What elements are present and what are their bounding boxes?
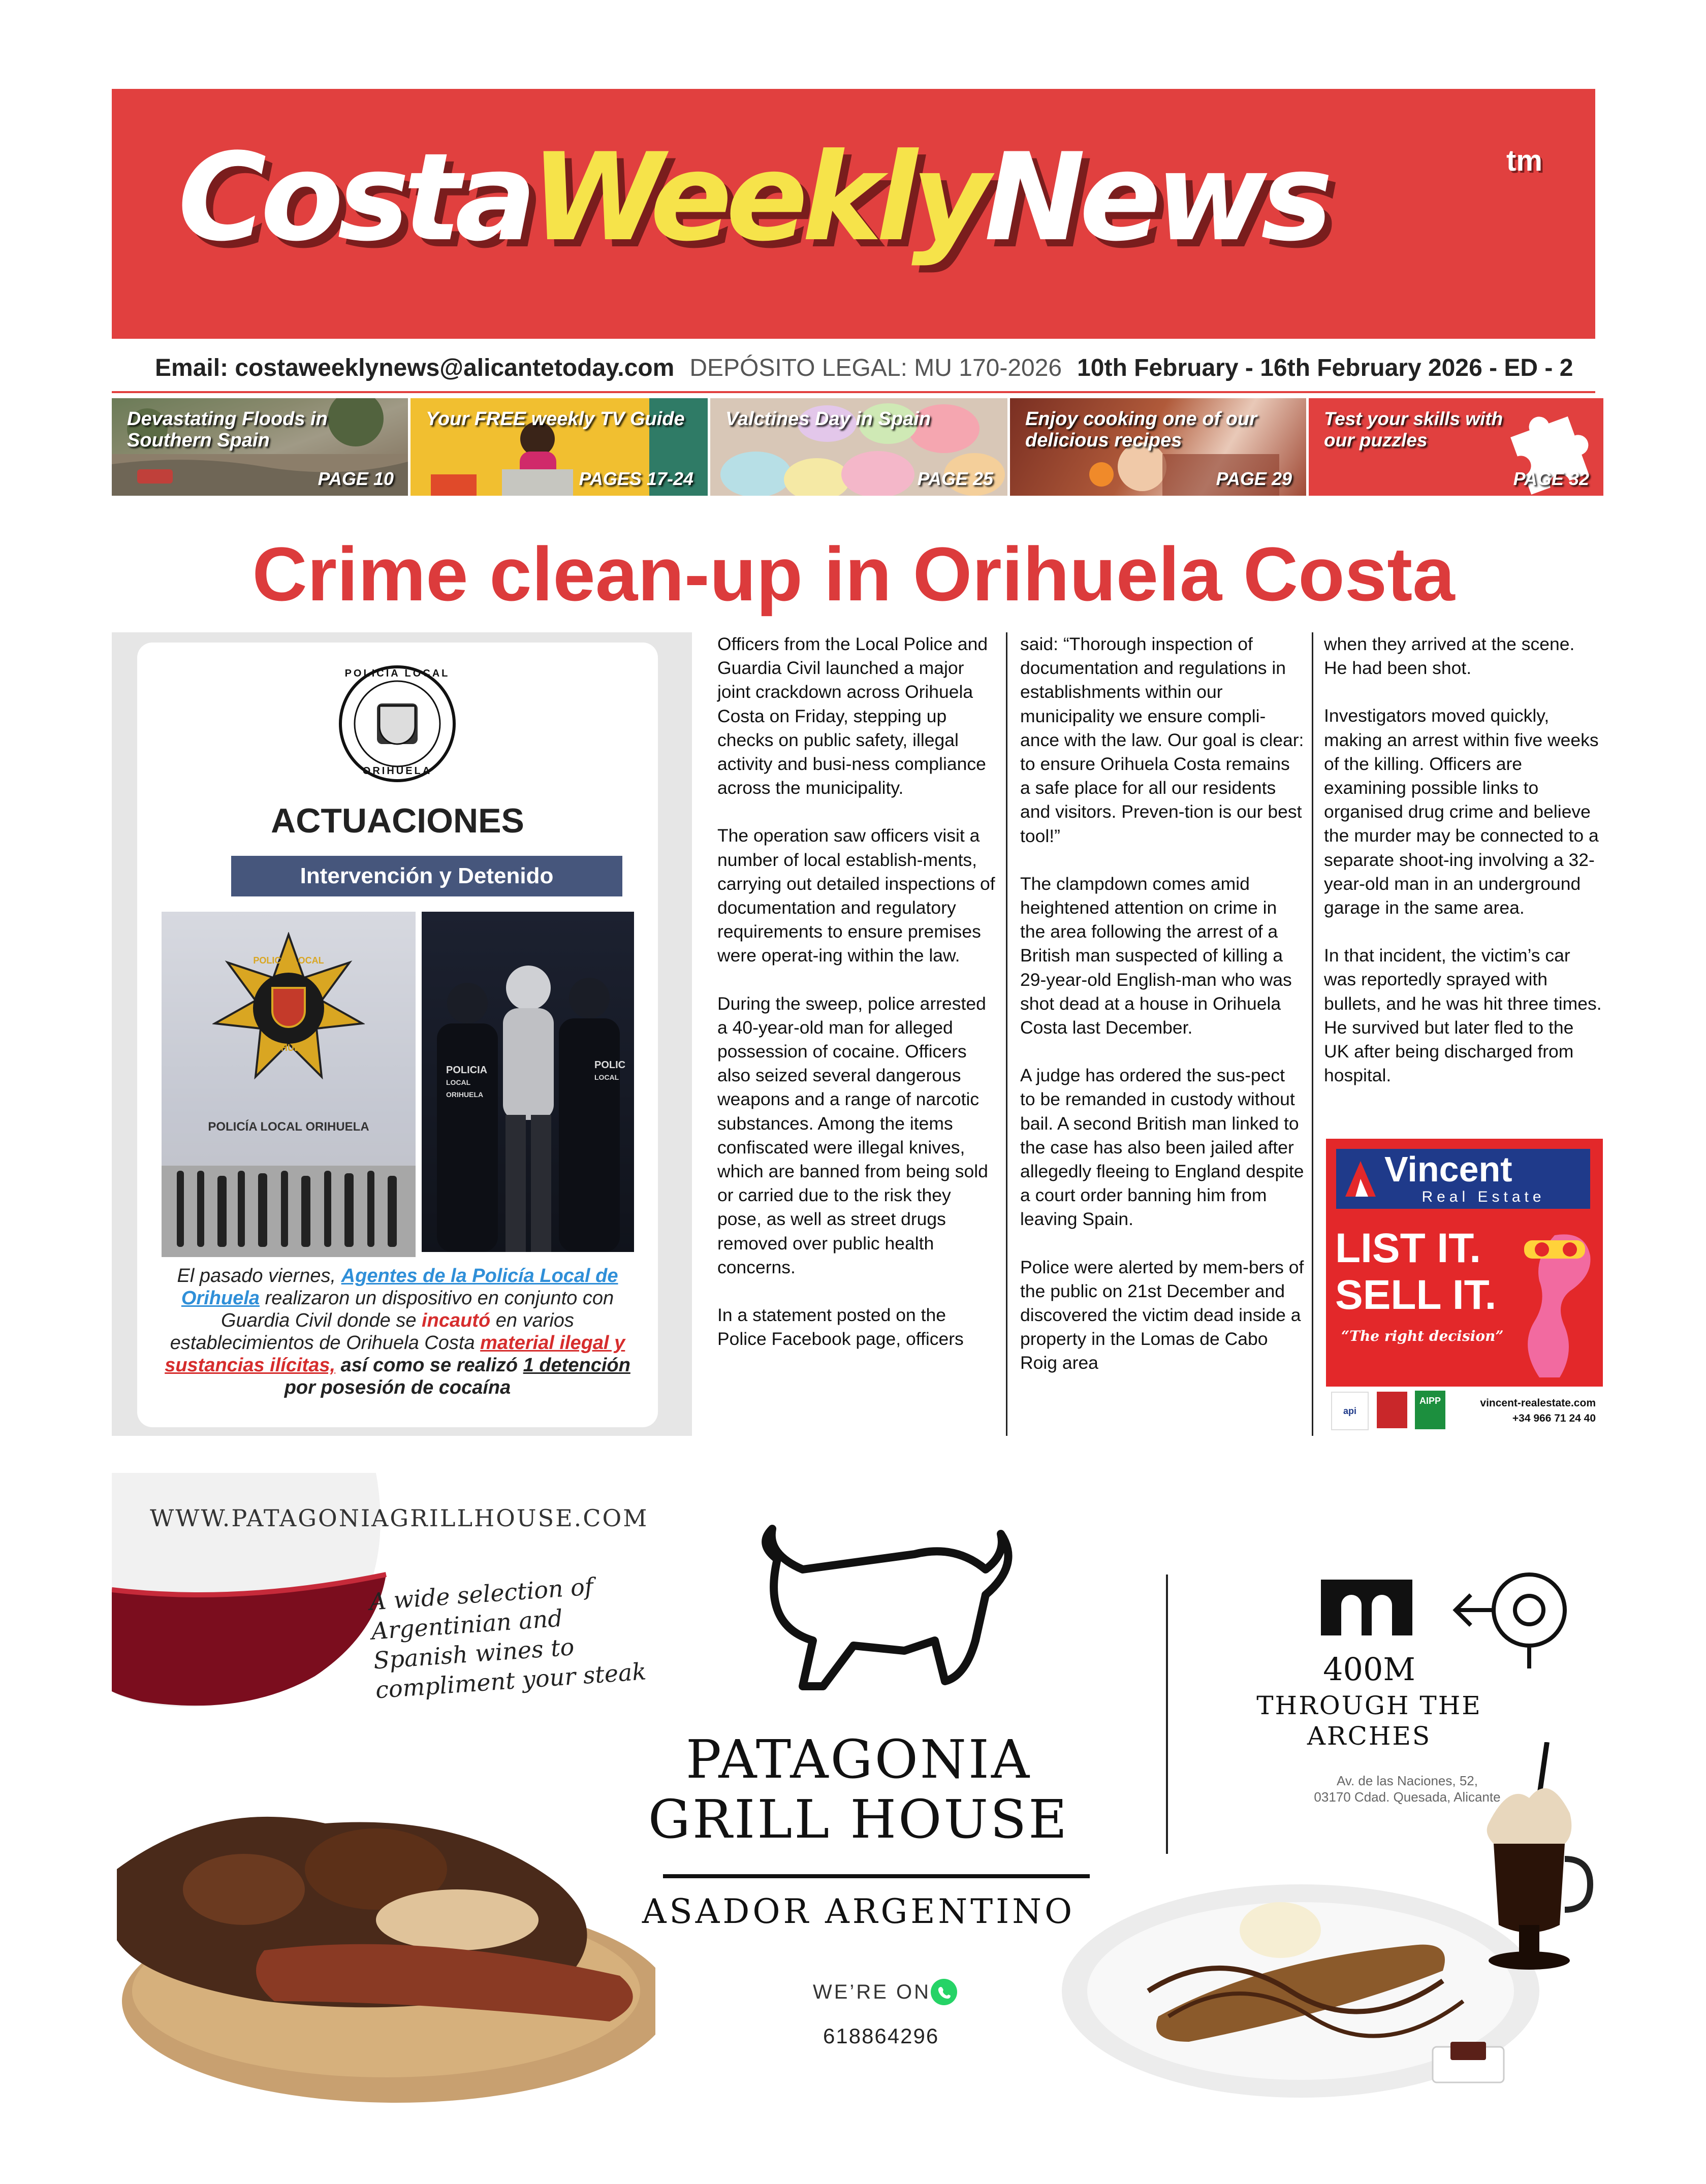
vest-label-2 [594,1059,625,1083]
logo-trademark: tm [1506,144,1542,177]
contact-email[interactable]: Email: costaweeklynews@alicantetoday.com [155,355,675,381]
vincent-real-estate-ad[interactable] [1326,1139,1603,1436]
wine-text: A wide selection of Argentinian and Spanish wines to compliment your steak [368,1572,647,1704]
vest-text: POLIC [594,1059,626,1071]
teaser-page: PAGE 25 [917,468,993,489]
teaser-title: Devastating Floods in Southern Spain [127,408,328,451]
vincent-brand: Vincent [1384,1149,1512,1189]
vincent-line-2: SELL IT. [1335,1272,1497,1318]
vincent-footer [1326,1387,1603,1436]
masthead-rule [112,391,1595,393]
vincent-line-1: LIST IT. [1335,1225,1481,1271]
vincent-contact [1480,1396,1596,1426]
vest-text: LOCAL [446,1078,471,1086]
partner-logo [1377,1392,1407,1428]
caption-highlight: incautó [422,1310,491,1331]
badge2-bottom: ORIHUELA [265,1043,312,1053]
teaser-valentines[interactable] [710,398,1007,496]
vest-text: LOCAL [594,1073,619,1081]
teaser-page: PAGE 10 [318,468,394,489]
address-line-1: Av. de las Naciones, 52, [1337,1773,1478,1788]
teaser-title: Test your skills with our puzzles [1324,408,1503,451]
article-column-1 [717,632,996,1375]
article-headline: Crime clean-up in Orihuela Costa [252,531,1455,617]
irish-coffee-icon [1463,1742,1595,2006]
grill-website[interactable]: WWW.PATAGONIAGRILLHOUSE.COM [150,1504,649,1532]
teaser-page: PAGE 32 [1513,468,1589,489]
flamingo-icon [1494,1220,1603,1383]
police-photo [112,632,692,1436]
teaser-title: Enjoy cooking one of our delicious recipes [1025,408,1257,451]
legal-deposit: DEPÓSITO LEGAL: MU 170-2026 [689,355,1062,381]
article-paragraph: In a statement posted on the Police Facebook page, officers [717,1305,964,1350]
address-line-2: 03170 Cdad. Quesada, Alicante [1314,1789,1501,1805]
vest-label-1 [446,1064,487,1101]
arches-line-1: THROUGH THE [1256,1691,1482,1720]
article-paragraph: Investigators moved quickly, making an arrest within five weeks of the killing. Officers are examining possible links to organised drug crime and believe the murder may be connected to a separate shoot-ing involving a 32-year-old man in an underground garage in the same area. [1324,705,1599,918]
whatsapp-icon[interactable] [930,1978,958,2006]
wall-label: POLICÍA LOCAL ORIHUELA [208,1120,369,1134]
teaser-page: PAGE 29 [1216,468,1292,489]
actuaciones-heading: ACTUACIONES [271,801,524,840]
arches-line-2: ARCHES [1307,1721,1432,1751]
badge2-top: POLICIA LOCAL [253,955,324,966]
info-bar [155,350,1573,386]
caption-highlight: 1 detención [523,1355,630,1376]
police-infographic-card [137,643,658,1427]
caption-text: El pasado viernes, [177,1265,336,1287]
article-paragraph: In that incident, the victim’s car was reportedly sprayed with bullets, and he was hit three times. He survived but later fled to the UK after being discharged from hospital. [1324,945,1602,1086]
bull-logo-icon [701,1524,1016,1696]
vincent-headline [1335,1225,1496,1319]
caption-highlight: material ilegal y sustancias ilícitas, [165,1332,625,1376]
caption-text: en varios establecimientos de Orihuela Costa [170,1310,574,1354]
teaser-puzzles[interactable] [1309,398,1603,496]
article-column-3 [1324,632,1602,1111]
grill-name-line-2: GRILL HOUSE [648,1788,1069,1850]
whatsapp-text: WE’RE ON [813,1981,931,2003]
article-paragraph: Officers from the Local Police and Guardia Civil launched a major joint crackdown across Orihuela Costa on Friday, stepping up checks on public safety, illegal activity and busi-ness compliance across the municipality. [717,634,988,798]
article-column-2 [1020,632,1305,1399]
teaser-floods[interactable] [112,398,408,496]
edition-dates: 10th February - 16th February 2026 - ED - 2 [1077,355,1573,381]
caption-text: realizaron un dispositivo en conjunto con Guardia Civil donde se [221,1288,614,1331]
teaser-title: Valctines Day in Spain [725,408,931,430]
teaser-tv-guide[interactable] [410,398,708,496]
column-divider [1006,632,1007,1436]
teaser-recipes[interactable] [1010,398,1306,496]
arches-icon [1316,1575,1417,1635]
grill-subtitle: ASADOR ARGENTINO [642,1892,1076,1931]
grill-phone[interactable]: 618864296 [823,2024,939,2048]
badge-ring-top: POLICIA LOCAL [344,668,450,679]
teaser-page: PAGES 17-24 [579,468,693,489]
grill-name [630,1729,1087,1849]
article-paragraph: During the sweep, police arrested a 40-year-old man for alleged possession of cocaine. Officers also seized several dangerous weapons and a range of narcotic substances. Among the items confiscated were illegal knives, which are banned from being sold or carried due to the risk they pose, as well as street drugs removed over public health concerns. [717,993,988,1277]
distance-text: 400M [1323,1651,1415,1688]
article-paragraph: The clampdown comes amid heightened attention on crime in the area following the arrest of a British man suspected of killing a 29-year-old English-man who was shot dead at a house in Orihuela Costa last December. [1020,873,1292,1038]
police-star-badge-icon [212,932,365,1084]
police-caption [163,1265,633,1399]
badge-ring-bottom: ORIHUELA [362,765,432,777]
caption-link[interactable]: Agentes de la Policía Local de Orihuela [181,1265,618,1309]
intervencion-banner: Intervención y Detenido [231,856,622,896]
logo-costa: Costa [178,127,531,268]
patagonia-grill-ad[interactable] [112,1473,1595,2103]
knives-icon [162,1135,416,1257]
api-logo: api [1331,1392,1369,1430]
logo-weekly: Weekly [530,127,985,268]
vest-text: ORIHUELA [446,1090,484,1099]
article-paragraph: The operation saw officers visit a number of local establish-ments, carrying out detailed inspections of documentation and regulatory requirements to ensure premises were operat-ing within the law. [717,825,995,966]
arrest-photo [422,912,634,1252]
logo-news: News [984,127,1327,268]
teaser-title: Your FREE weekly TV Guide [426,408,685,430]
grill-rule [663,1874,1090,1878]
vest-text: POLICIA [446,1065,488,1076]
vincent-sub: Real Estate [1421,1189,1545,1205]
seized-items-photo [162,912,416,1252]
column-divider [1312,632,1313,1436]
caption-text: así como se realizó [340,1355,518,1376]
article-paragraph: said: “Thorough inspection of documentation and regulations in establishments within our municipality we ensure compli-ance with the law. Our goal is clear: to ensure Orihuela Costa remains a safe place for all our residents and visitors. Preven-tion is our best tool!” [1020,634,1304,846]
grill-name-line-1: PATAGONIA [685,1728,1032,1790]
article-paragraph: when they arrived at the scene. He had been shot. [1324,634,1575,679]
article-paragraph: A judge has ordered the sus-pect to be remanded in custody without bail. A second British man linked to the case has also been jailed after allegedly fleeing to England despite a court order banning him from leaving Spain. [1020,1065,1304,1230]
vincent-logo-icon [1340,1156,1381,1202]
vincent-website[interactable]: vincent-realestate.com [1480,1397,1596,1409]
newspaper-logo[interactable] [178,127,1327,268]
vincent-phone[interactable]: +34 966 71 24 40 [1512,1412,1596,1424]
vincent-tagline: “The right decision” [1341,1328,1504,1344]
steak-plate-icon [112,1737,655,2103]
caption-text: por posesión de cocaína [284,1377,511,1398]
masthead-banner [112,89,1595,339]
aipp-logo: AIPP [1415,1391,1445,1429]
article-paragraph: Police were alerted by mem-bers of the public on 21st December and discovered the victim dead inside a property in the Lomas de Cabo Roig area [1020,1257,1304,1373]
vincent-logo-bar [1336,1149,1590,1209]
